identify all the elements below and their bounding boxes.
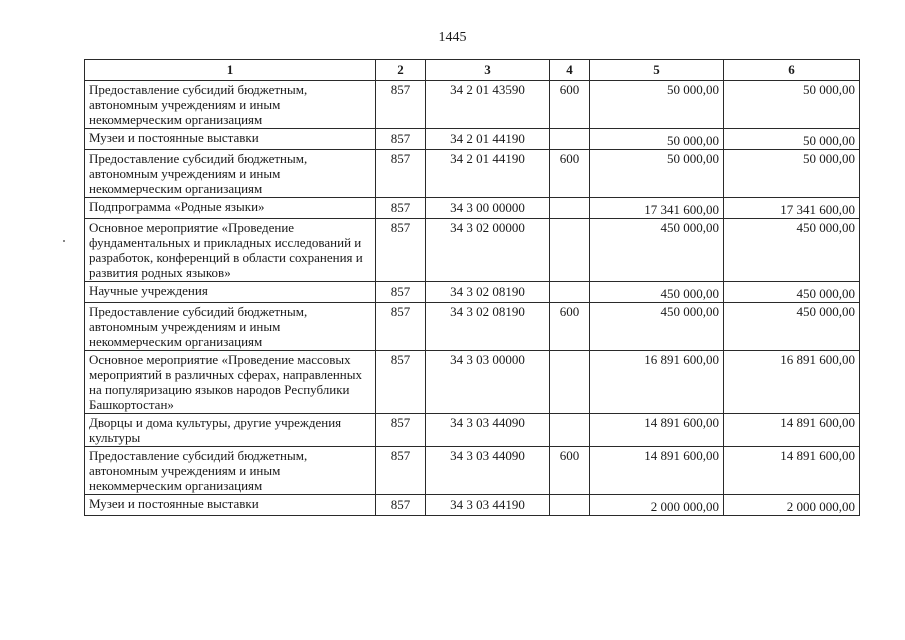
table-row xyxy=(85,351,860,414)
table-row xyxy=(85,282,860,303)
row-sum-1: 17 341 600,00 xyxy=(590,198,724,219)
row-sum-2: 450 000,00 xyxy=(724,303,860,351)
row-sum-1: 16 891 600,00 xyxy=(590,351,724,414)
row-sum-2: 50 000,00 xyxy=(724,129,860,150)
table-row xyxy=(85,81,860,129)
row-sum-2: 50 000,00 xyxy=(724,150,860,198)
row-expense-type: 600 xyxy=(550,81,590,129)
row-expense-type xyxy=(550,129,590,150)
row-name: Предоставление субсидий бюджетным, автономным учреждениям и иным некоммерческим организациям xyxy=(85,447,376,495)
row-name: Предоставление субсидий бюджетным, автономным учреждениям и иным некоммерческим организациям xyxy=(85,303,376,351)
row-sum-2: 450 000,00 xyxy=(724,282,860,303)
row-code: 857 xyxy=(376,81,426,129)
scan-artifact-dot xyxy=(63,240,65,242)
row-target-article: 34 3 03 44090 xyxy=(426,414,550,447)
row-sum-2: 14 891 600,00 xyxy=(724,447,860,495)
row-target-article: 34 3 03 00000 xyxy=(426,351,550,414)
table-row xyxy=(85,414,860,447)
table-header-row xyxy=(85,60,860,81)
row-expense-type xyxy=(550,495,590,516)
row-sum-2: 450 000,00 xyxy=(724,219,860,282)
row-name: Предоставление субсидий бюджетным, автономным учреждениям и иным некоммерческим организациям xyxy=(85,81,376,129)
row-name: Музеи и постоянные выставки xyxy=(85,495,376,516)
row-sum-2: 50 000,00 xyxy=(724,81,860,129)
row-sum-1: 450 000,00 xyxy=(590,303,724,351)
row-target-article: 34 3 00 00000 xyxy=(426,198,550,219)
header-col-2: 2 xyxy=(376,60,426,81)
budget-table xyxy=(84,59,860,516)
row-target-article: 34 2 01 44190 xyxy=(426,150,550,198)
row-sum-1: 450 000,00 xyxy=(590,282,724,303)
row-sum-1: 450 000,00 xyxy=(590,219,724,282)
header-col-6: 6 xyxy=(724,60,860,81)
row-sum-2: 14 891 600,00 xyxy=(724,414,860,447)
table-row xyxy=(85,198,860,219)
row-name: Музеи и постоянные выставки xyxy=(85,129,376,150)
row-name: Основное мероприятие «Проведение фундаментальных и прикладных исследований и разработок, конференций в области сохранения и развития родных языков» xyxy=(85,219,376,282)
row-expense-type xyxy=(550,414,590,447)
row-expense-type xyxy=(550,351,590,414)
row-expense-type: 600 xyxy=(550,150,590,198)
row-expense-type xyxy=(550,282,590,303)
row-target-article: 34 3 03 44090 xyxy=(426,447,550,495)
row-name: Предоставление субсидий бюджетным, автономным учреждениям и иным некоммерческим организациям xyxy=(85,150,376,198)
row-sum-1: 2 000 000,00 xyxy=(590,495,724,516)
row-code: 857 xyxy=(376,447,426,495)
row-expense-type: 600 xyxy=(550,447,590,495)
table-row xyxy=(85,303,860,351)
row-name: Основное мероприятие «Проведение массовых мероприятий в различных сферах, направленных на популяризацию языков народов Республики Башкортостан» xyxy=(85,351,376,414)
table-row xyxy=(85,495,860,516)
row-code: 857 xyxy=(376,219,426,282)
row-code: 857 xyxy=(376,129,426,150)
table-row xyxy=(85,447,860,495)
header-col-4: 4 xyxy=(550,60,590,81)
row-code: 857 xyxy=(376,495,426,516)
row-sum-1: 50 000,00 xyxy=(590,81,724,129)
row-name: Научные учреждения xyxy=(85,282,376,303)
row-sum-1: 14 891 600,00 xyxy=(590,414,724,447)
row-sum-1: 50 000,00 xyxy=(590,129,724,150)
header-col-3: 3 xyxy=(426,60,550,81)
row-expense-type xyxy=(550,219,590,282)
row-target-article: 34 3 02 08190 xyxy=(426,282,550,303)
row-name: Подпрограмма «Родные языки» xyxy=(85,198,376,219)
header-col-5: 5 xyxy=(590,60,724,81)
row-target-article: 34 2 01 44190 xyxy=(426,129,550,150)
row-sum-2: 17 341 600,00 xyxy=(724,198,860,219)
table-row xyxy=(85,129,860,150)
row-code: 857 xyxy=(376,414,426,447)
row-name: Дворцы и дома культуры, другие учреждения культуры xyxy=(85,414,376,447)
row-sum-1: 14 891 600,00 xyxy=(590,447,724,495)
row-expense-type xyxy=(550,198,590,219)
row-expense-type: 600 xyxy=(550,303,590,351)
row-sum-2: 16 891 600,00 xyxy=(724,351,860,414)
row-target-article: 34 3 02 08190 xyxy=(426,303,550,351)
table-row xyxy=(85,219,860,282)
header-col-1: 1 xyxy=(85,60,376,81)
row-target-article: 34 3 03 44190 xyxy=(426,495,550,516)
row-sum-1: 50 000,00 xyxy=(590,150,724,198)
row-code: 857 xyxy=(376,351,426,414)
row-code: 857 xyxy=(376,303,426,351)
row-target-article: 34 2 01 43590 xyxy=(426,81,550,129)
row-target-article: 34 3 02 00000 xyxy=(426,219,550,282)
row-sum-2: 2 000 000,00 xyxy=(724,495,860,516)
table-row xyxy=(85,150,860,198)
row-code: 857 xyxy=(376,150,426,198)
row-code: 857 xyxy=(376,198,426,219)
page-number: 1445 xyxy=(438,30,467,45)
row-code: 857 xyxy=(376,282,426,303)
